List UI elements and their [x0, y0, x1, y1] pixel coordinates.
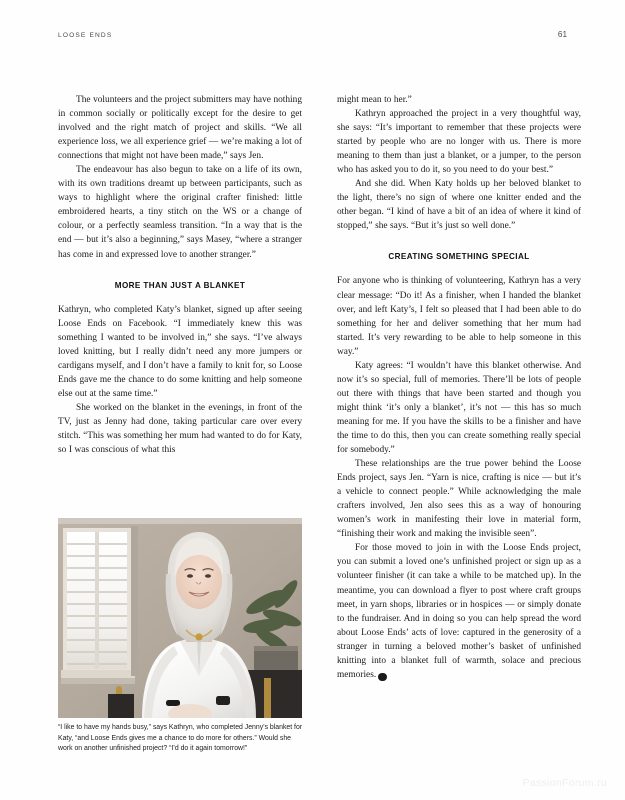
body-paragraph: might mean to her.” [337, 95, 412, 105]
body-paragraph: Kathryn approached the project in a very thoughtful way, she says: “It’s important to remember that these projects were started by people who are no longer with us. There is more meaning to them than just a blanket, or a jumper, to the person who has asked you to do it, so you need to do your best.” [337, 109, 581, 176]
body-paragraph: The endeavour has also begun to take on a life of its own, with its own traditions dreamt up between participants, such as ways to highlight where the original crafter finished: little embroidered hearts, a tiny stitch on the WS or a change of colour, or a perfectly seamless transition. “In a way that is the end — but it’s also a beginning,” says Masey, “where a stranger has come in and expressed love to another stranger.” [58, 165, 302, 260]
body-paragraph: Katy agrees: “I wouldn’t have this blanket otherwise. And now it’s so special, full of memories. There’ll be lots of people out there with things that have been started and though you might think ‘it’s only a blanket’, it’s not — this has so much meaning for me. If you have the skills to be a finisher and have the time to do this, then you can create something really special for somebody.” [337, 360, 581, 456]
body-paragraph: These relationships are the true power behind the Loose Ends project, says Jen. “Yarn is nice, crafting is nice — but it’s a vehicle to connect people.” While acknowledging the male crafters involved, Jen also sees this as a way of honouring women’s work in manifesting their love in material form, “finishing their work and making the invisible seen”. [337, 459, 581, 540]
running-header-title: LOOSE ENDS [58, 32, 113, 39]
body-paragraph: Kathryn, who completed Katy’s blanket, signed up after seeing Loose Ends on Facebook. “I immediately knew this was something I wanted to be involved in,” she says. “I’ve always loved knitting, but I really didn’t need any more jumpers or cardigans myself, and I don’t have a family to knit for, so Loose Ends gave me the chance to do some knitting and help someone else out at the same time.” [58, 304, 302, 399]
body-paragraph-final-text: For those moved to join in with the Loose Ends project, you can submit a loved one’s unfinished project or sign up as a volunteer finisher (it can take a while to be matched up). In the meantime, you can download a flyer to post where craft groups meet, in yarn shops, libraries or in hospices — or simply donate to the fundraiser. And in doing so you can help spread the word about Loose Ends’ acts of love: captured in the generosity of a stranger in turning a beloved mother’s basket of unfinished knitting into a blanket full of warmth, solace and precious memories. [337, 543, 581, 680]
end-of-article-mark: L [378, 673, 387, 682]
body-paragraph: And she did. When Katy holds up her beloved blanket to the light, there’s no sign of where one knitter ended and the other began. “I kind of have a bit of an idea of where it kind of stopped,” she says. “But it’s just so well done.” [337, 179, 581, 232]
left-column [58, 93, 302, 457]
section-subheading: CREATING SOMETHING SPECIAL [388, 252, 530, 262]
article-photo-image [58, 518, 302, 718]
body-paragraph-final [337, 541, 581, 681]
site-watermark: PassionForum.ru [522, 777, 607, 789]
photo-caption: “I like to have my hands busy,” says Kathryn, who completed Jenny’s blanket for Katy, “and Loose Ends gives me a chance to do more for others.” Would she work on another unfinished project? “I’d do it again tomorrow!” [58, 724, 303, 753]
body-paragraph: For anyone who is thinking of volunteering, Kathryn has a very clear message: “Do it! As a finisher, when I handed the blanket over, and left Katy’s, I felt so pleased that I had been able to do something for her and deliver something that her mum had started. It’s very rewarding to be able to help someone in this way.” [337, 276, 581, 357]
running-header [58, 30, 567, 44]
section-subheading: MORE THAN JUST A BLANKET [114, 280, 246, 290]
article-photo [58, 518, 302, 718]
body-paragraph: The volunteers and the project submitters may have nothing in common socially or politically except for the desire to get involved and the right match of project and skills. “We all experience loss, we all experience grief — we’re making a lot of connections that might not have been made,” says Jen. [58, 95, 302, 162]
right-column [337, 93, 581, 682]
page-number: 61 [557, 30, 567, 39]
body-paragraph: She worked on the blanket in the evenings, in front of the TV, just as Jenny had done, taking particular care over every stitch. “This was something her mum had wanted to do for Katy, so I was conscious of what this [58, 402, 302, 456]
